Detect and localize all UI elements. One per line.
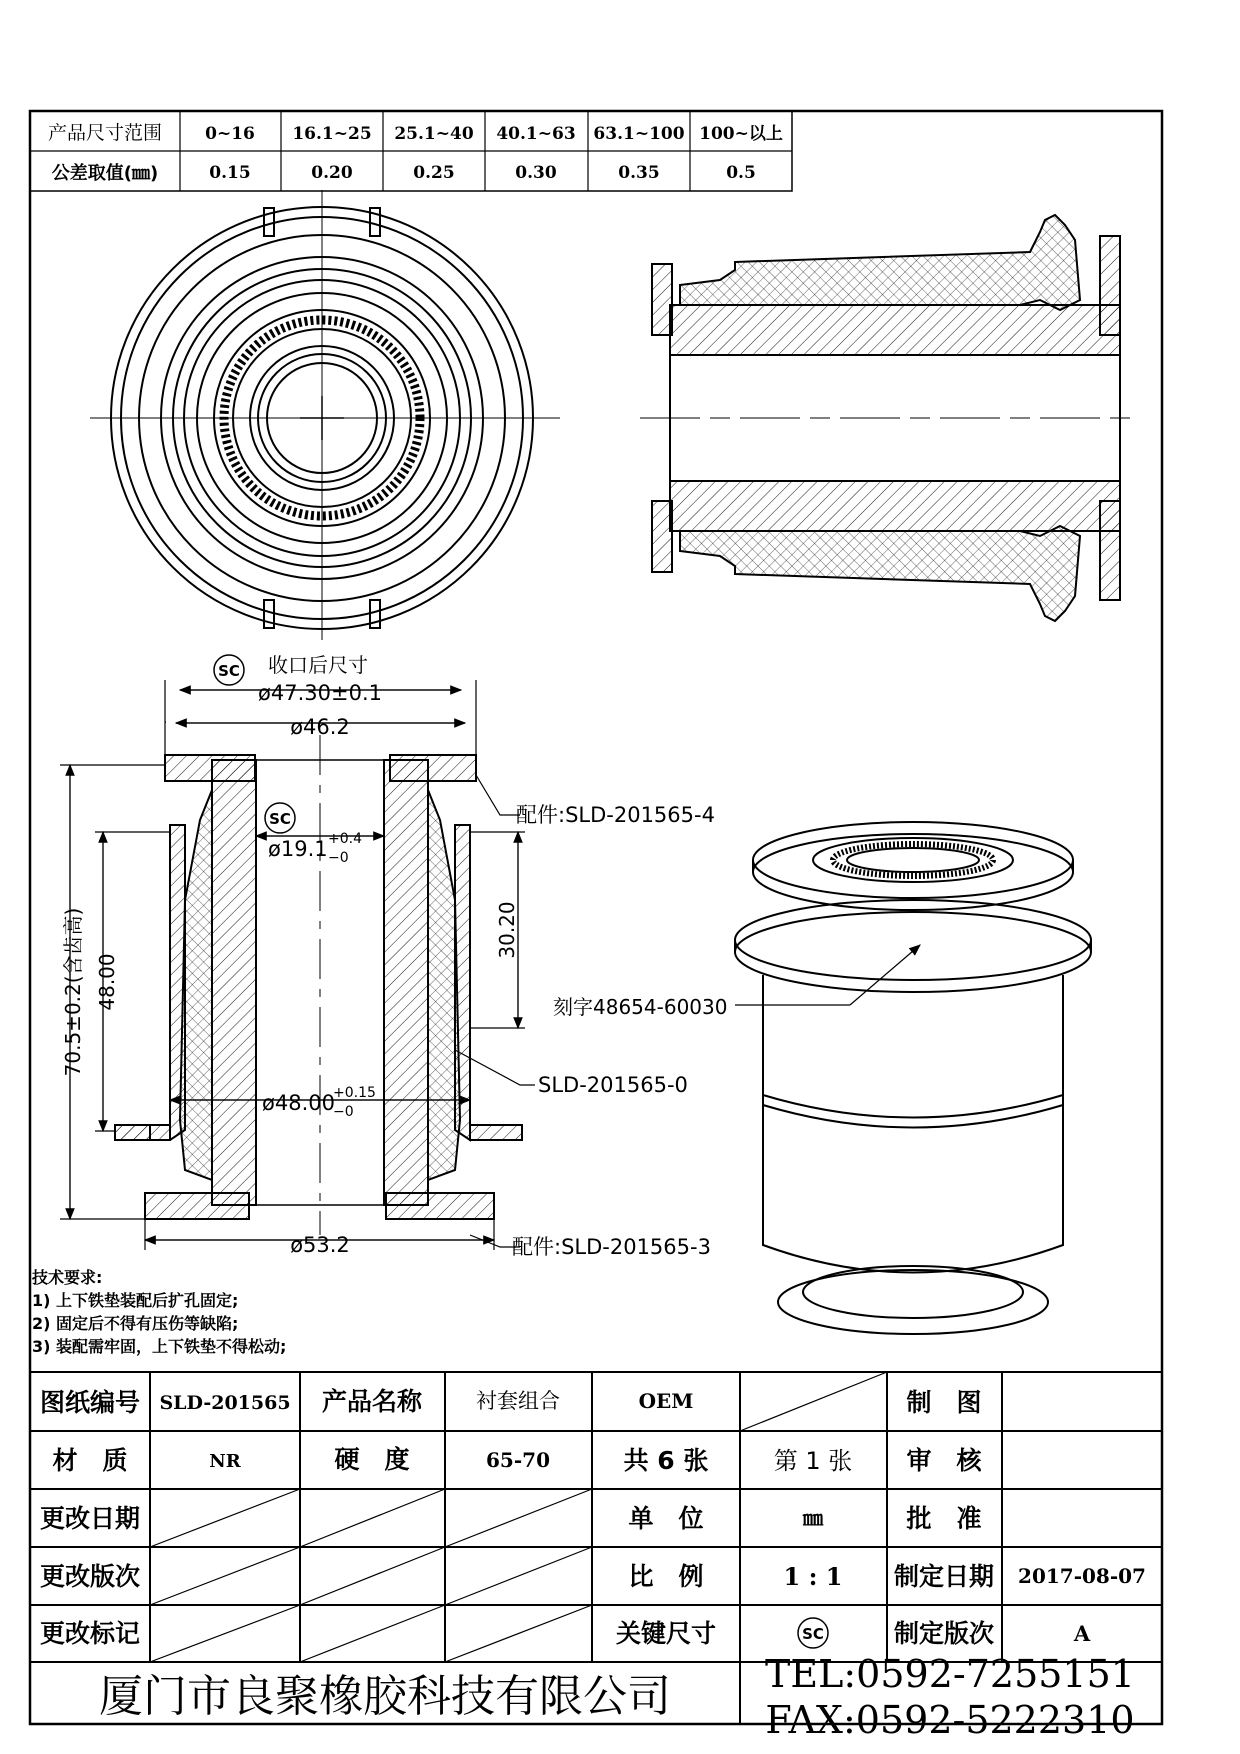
tol-value-cell: 0.20 bbox=[311, 163, 353, 183]
issue-rev-label: 制定版次 bbox=[893, 1619, 995, 1648]
material: NR bbox=[209, 1451, 241, 1472]
issue-date: 2017-08-07 bbox=[1018, 1564, 1146, 1588]
callout-part3: 配件:SLD-201565-3 bbox=[512, 1235, 711, 1259]
product-name: 衬套组合 bbox=[476, 1389, 560, 1413]
unit-label: 单 位 bbox=[628, 1504, 704, 1533]
review-label: 审 核 bbox=[906, 1446, 982, 1475]
tol-range-cell: 0~16 bbox=[205, 124, 255, 144]
dim-46: ø46.2 bbox=[290, 715, 350, 739]
end-view bbox=[90, 190, 560, 640]
dim-outer-flange: ø47.30±0.1 bbox=[258, 681, 382, 705]
tech-title: 技术要求: bbox=[32, 1268, 103, 1287]
tol-range-cell: 40.1~63 bbox=[496, 124, 576, 144]
sc-text-1: SC bbox=[218, 662, 240, 680]
dim-48-tol-upper: +0.15 bbox=[333, 1085, 376, 1101]
dim-bore-tol-lower: −0 bbox=[328, 850, 349, 866]
sc-text-2: SC bbox=[269, 810, 291, 828]
tol-value-cell: 0.25 bbox=[413, 163, 455, 183]
fax: FAX:0592-5222310 bbox=[765, 1698, 1135, 1742]
note-after-crimp: 收口后尺寸 bbox=[268, 653, 368, 677]
issue-date-label: 制定日期 bbox=[893, 1562, 995, 1591]
drawing-no: SLD-201565 bbox=[159, 1392, 291, 1414]
tech-item: 1) 上下铁垫装配后扩孔固定; bbox=[32, 1291, 239, 1310]
dim-bore-tol-upper: +0.4 bbox=[328, 831, 362, 847]
drawn-label: 制 图 bbox=[906, 1388, 982, 1417]
hardness-label: 硬 度 bbox=[334, 1445, 410, 1474]
issue-rev: A bbox=[1073, 1621, 1091, 1646]
tol-value-cell: 0.15 bbox=[209, 163, 251, 183]
tol-range-cell: 25.1~40 bbox=[394, 124, 474, 144]
tech-requirements bbox=[31, 1268, 286, 1357]
product-name-label: 产品名称 bbox=[321, 1387, 423, 1416]
tol-value-cell: 0.35 bbox=[618, 163, 660, 183]
material-label: 材 质 bbox=[52, 1446, 128, 1475]
main-section-view bbox=[115, 735, 522, 1235]
hardness: 65-70 bbox=[486, 1448, 550, 1472]
callout-engraving: 刻字48654-60030 bbox=[553, 995, 728, 1019]
inner-tube-right bbox=[384, 760, 428, 1205]
tolerance-table bbox=[30, 111, 792, 191]
key-dim-symbol: SC bbox=[802, 1625, 824, 1643]
tol-range-cell: 100~以上 bbox=[699, 124, 783, 144]
drawing-no-label: 图纸编号 bbox=[39, 1388, 141, 1417]
tol-row2-label: 公差取值(㎜) bbox=[51, 163, 159, 184]
tol-value-cell: 0.30 bbox=[515, 163, 557, 183]
inner-tube-left bbox=[212, 760, 256, 1205]
dim-30-height: 30.20 bbox=[495, 901, 519, 959]
approve-label: 批 准 bbox=[906, 1504, 982, 1533]
oem: OEM bbox=[638, 1389, 694, 1413]
tol-row1-label: 产品尺寸范围 bbox=[47, 122, 163, 144]
company-name: 厦门市良聚橡胶科技有限公司 bbox=[99, 1671, 671, 1722]
dim-overall-height: 70.5±0.2(含齿高) bbox=[61, 907, 85, 1077]
unit: ㎜ bbox=[803, 1506, 823, 1530]
side-section-view bbox=[640, 215, 1140, 621]
scale-label: 比 例 bbox=[628, 1562, 704, 1591]
change-rev-label: 更改版次 bbox=[39, 1562, 141, 1591]
iso-view bbox=[735, 822, 1091, 1334]
change-date-label: 更改日期 bbox=[39, 1504, 141, 1533]
dim-53: ø53.2 bbox=[290, 1233, 350, 1257]
change-mark-label: 更改标记 bbox=[39, 1619, 141, 1648]
callout-part4: 配件:SLD-201565-4 bbox=[516, 803, 715, 827]
sheet-no: 第 1 张 bbox=[773, 1447, 853, 1475]
dim-bore: ø19.1 bbox=[268, 837, 328, 861]
tech-item: 2) 固定后不得有压伤等缺陷; bbox=[32, 1314, 239, 1333]
tol-value-cell: 0.5 bbox=[726, 163, 756, 183]
dim-48: ø48.00 bbox=[262, 1091, 335, 1115]
tel: TEL:0592-7255151 bbox=[765, 1652, 1135, 1696]
dim-48-height: 48.00 bbox=[95, 953, 119, 1011]
callout-part0: SLD-201565-0 bbox=[538, 1073, 688, 1097]
sheets-total: 共 6 张 bbox=[623, 1446, 709, 1475]
scale: 1 : 1 bbox=[783, 1562, 843, 1591]
outer-sleeve-left bbox=[115, 825, 185, 1140]
tol-range-cell: 16.1~25 bbox=[292, 124, 372, 144]
dim-48-tol-lower: −0 bbox=[333, 1104, 354, 1120]
key-dim-label: 关键尺寸 bbox=[615, 1619, 717, 1648]
outer-sleeve-right bbox=[455, 825, 470, 1140]
tech-item: 3) 装配需牢固，上下铁垫不得松动; bbox=[32, 1337, 287, 1356]
tol-range-cell: 63.1~100 bbox=[593, 124, 685, 144]
